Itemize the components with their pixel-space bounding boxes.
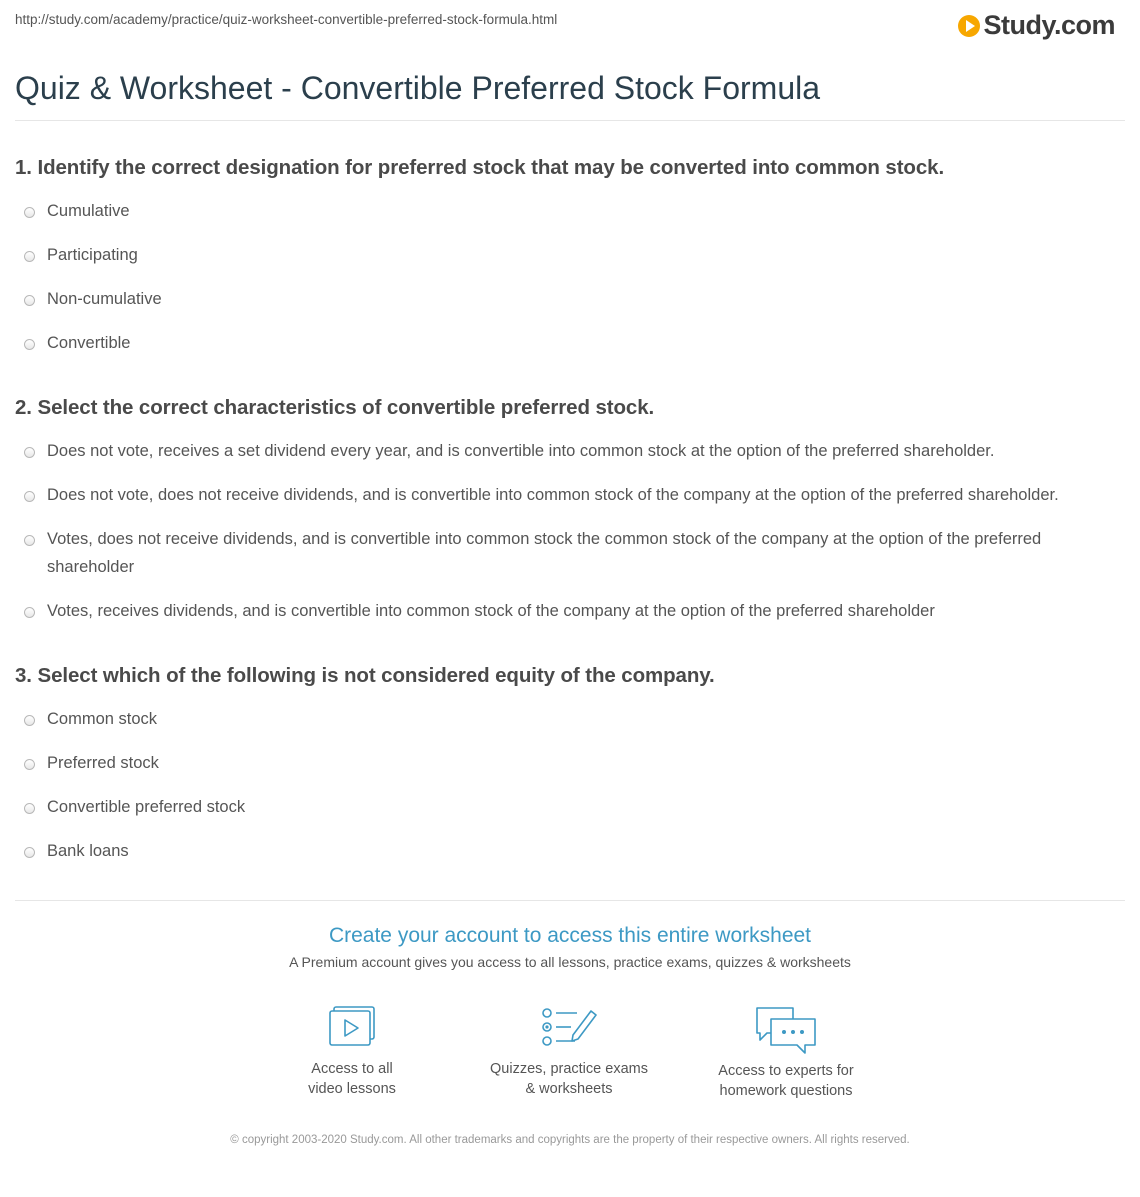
radio-button[interactable] — [24, 715, 35, 726]
page-url[interactable]: http://study.com/academy/practice/quiz-worksheet-convertible-preferred-stock-formula.html — [15, 12, 558, 27]
option-label: Convertible preferred stock — [47, 798, 246, 816]
answer-option[interactable] — [15, 602, 1115, 625]
option-label: Preferred stock — [47, 754, 159, 772]
page-title: Quiz & Worksheet - Convertible Preferred Stock Formula — [15, 70, 821, 106]
question-text: 2. Select the correct characteristics of convertible preferred stock. — [15, 396, 655, 419]
question-3 — [15, 664, 1125, 860]
feature-experts — [686, 1005, 886, 1101]
option-label: Votes, receives dividends, and is convertible into common stock of the company at the option of the preferred shareholder — [47, 602, 935, 620]
radio-button[interactable] — [24, 535, 35, 546]
top-bar — [15, 10, 1125, 40]
option-label: Convertible — [47, 334, 131, 352]
option-label: Does not vote, receives a set dividend every year, and is convertible into common stock at the option of the preferred shareholder. — [47, 442, 995, 460]
radio-button[interactable] — [24, 759, 35, 770]
radio-button[interactable] — [24, 803, 35, 814]
answer-option[interactable] — [15, 486, 1115, 509]
radio-button[interactable] — [24, 607, 35, 618]
answer-option[interactable] — [15, 798, 1115, 821]
answer-option[interactable] — [15, 290, 1115, 313]
option-label: Non-cumulative — [47, 290, 162, 308]
feature-label: Quizzes, practice exams — [490, 1061, 648, 1077]
play-logo-icon — [958, 15, 980, 37]
radio-button[interactable] — [24, 491, 35, 502]
radio-button[interactable] — [24, 251, 35, 262]
feature-label: Access to experts for — [718, 1063, 854, 1079]
option-label: Votes, does not receive dividends, and is convertible into common stock the common stock of the company at the option of the preferred shareholder — [47, 530, 1042, 576]
quiz-checklist-icon — [539, 1005, 599, 1049]
question-2 — [15, 396, 1125, 620]
feature-label: homework questions — [719, 1083, 853, 1099]
question-text: 3. Select which of the following is not considered equity of the company. — [15, 664, 715, 687]
answer-option[interactable] — [15, 334, 1115, 357]
question-text: 1. Identify the correct designation for preferred stock that may be converted into common stock. — [15, 156, 945, 179]
feature-label: video lessons — [308, 1081, 396, 1097]
feature-quizzes — [469, 1005, 669, 1099]
chat-bubbles-icon — [753, 1005, 819, 1057]
cta-subtitle: A Premium account gives you access to all lessons, practice exams, quizzes & worksheets — [289, 954, 851, 970]
radio-button[interactable] — [24, 295, 35, 306]
question-1 — [15, 156, 1125, 352]
option-label: Bank loans — [47, 842, 129, 860]
feature-video-lessons — [252, 1005, 452, 1099]
study-logo[interactable] — [958, 10, 1115, 41]
radio-button[interactable] — [24, 339, 35, 350]
option-label: Cumulative — [47, 202, 130, 220]
divider — [15, 120, 1125, 121]
radio-button[interactable] — [24, 847, 35, 858]
video-lessons-icon — [326, 1005, 378, 1049]
answer-option[interactable] — [15, 246, 1115, 269]
divider — [15, 900, 1125, 901]
option-label: Does not vote, does not receive dividends, and is convertible into common stock of the company at the option of the preferred shareholder. — [47, 486, 1059, 504]
radio-button[interactable] — [24, 207, 35, 218]
answer-option[interactable] — [15, 530, 1115, 581]
option-label: Common stock — [47, 710, 158, 728]
feature-label: Access to all — [311, 1061, 393, 1077]
option-label: Participating — [47, 246, 138, 264]
create-account-link[interactable]: Create your account to access this entire worksheet — [328, 924, 812, 947]
copyright-notice: © copyright 2003-2020 Study.com. All other trademarks and copyrights are the property of their respective owners. All rights reserved. — [230, 1134, 910, 1146]
answer-option[interactable] — [15, 710, 1115, 733]
answer-option[interactable] — [15, 754, 1115, 777]
feature-label: & worksheets — [525, 1081, 613, 1097]
radio-button[interactable] — [24, 447, 35, 458]
answer-option[interactable] — [15, 202, 1115, 225]
logo-text: Study.com — [983, 10, 1115, 40]
answer-option[interactable] — [15, 442, 1115, 465]
answer-option[interactable] — [15, 842, 1115, 865]
